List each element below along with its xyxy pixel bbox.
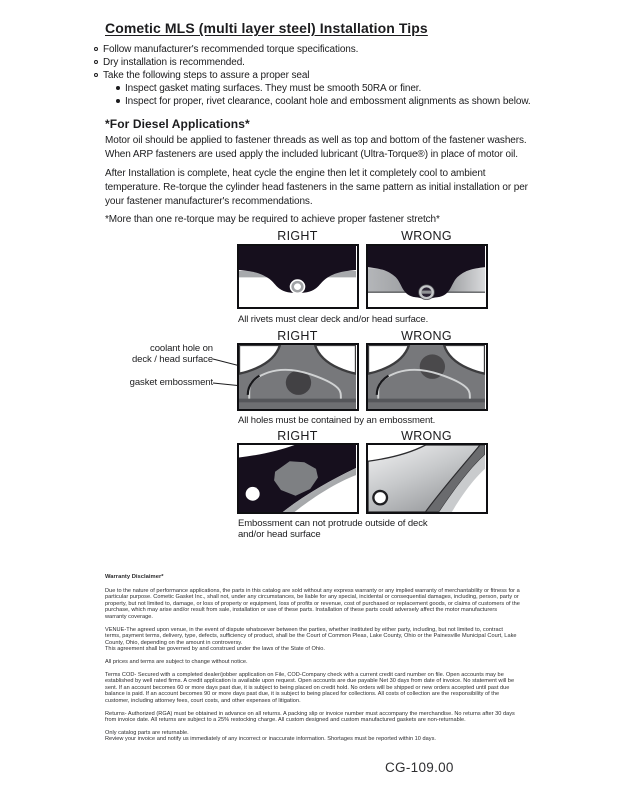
warranty-heading: Warranty Disclaimer* [105, 574, 164, 580]
bullet-item [94, 56, 531, 69]
coolant-hole-right-diagram [237, 343, 359, 411]
set3-right-label: RIGHT [277, 429, 318, 443]
set2-caption: All holes must be contained by an embossment. [238, 415, 436, 426]
set2-right-label: RIGHT [277, 329, 318, 343]
embossment-right-diagram [237, 443, 359, 514]
set2-wrong-label: WRONG [401, 329, 452, 343]
governed-paragraph: This agreement shall be governed by and construed under the laws of the State of Ohio. [105, 646, 326, 653]
terms-paragraph: Terms COD- Secured with a completed dealer/jobber application on File, COD-Company check with a current credit card number on file. Open accounts may be established by well rated firms. A credit application is available upon request. Open accounts are due payable Net 30 days from date of invoice. No statement will be sent. If an account becomes 60 or more days past due, it is subject to being placed on credit hold. No orders will be shipped or new orders accepted until past due balance is paid. If an account becomes 90 or more days past due, it is subject to being placed for collections. All costs of collection are the responsibility of the customer, including attorney fees, court costs, and other expenses of litigation. [105, 671, 515, 704]
rivet-right-diagram [237, 244, 359, 309]
filled-bullet-icon [116, 86, 120, 90]
embossment-wrong-diagram [366, 443, 488, 514]
bullet-item [94, 69, 531, 82]
diesel-paragraph-2: After Installation is complete, heat cycle the engine then let it completely cool to ambient temperature. Re-torque the cylinder head fasteners in the same pattern as initial installation or per your fastener manufacturer's recommendations. [105, 168, 528, 207]
bullet-item [94, 43, 531, 56]
warranty-section [105, 574, 520, 749]
bullet-text: Take the following steps to assure a proper seal [103, 70, 310, 81]
set1-caption: All rivets must clear deck and/or head surface. [238, 314, 429, 325]
diesel-heading: *For Diesel Applications* [105, 117, 250, 131]
filled-bullet-icon [116, 99, 120, 103]
catalog-paragraph: Only catalog parts are returnable. [105, 729, 189, 736]
open-bullet-icon [94, 73, 98, 77]
tips-bullet-list [94, 43, 531, 108]
review-paragraph: Review your invoice and notify us immediately of any incorrect or inaccurate information. Shortages must be reported within 10 days. [105, 736, 436, 743]
page-code: CG-109.00 [385, 760, 454, 775]
set3-caption: Embossment can not protrude outside of deck and/or head surface [238, 518, 428, 540]
bullet-text: Dry installation is recommended. [103, 57, 245, 68]
prices-paragraph: All prices and terms are subject to change without notice. [105, 658, 248, 665]
diesel-paragraph-1: Motor oil should be applied to fastener threads as well as top and bottom of the fastener washers. When ARP fasteners are used apply the included lubricant (Ultra-Torque®) in place of motor oil. [105, 135, 527, 160]
page-title: Cometic MLS (multi layer steel) Installation Tips [105, 20, 428, 36]
gasket-embossment-callout: gasket embossment [129, 377, 213, 388]
venue-paragraph: VENUE-The agreed upon venue, in the event of dispute whatsoever between the parties, whether instituted by either party, including, but not limited to, contract terms, payment terms, delivery, type, defects, sufficiency of product, shall be the Court of Common Pleas, Lake County, Ohio or the Painesville Municipal Court, Lake County, Ohio, depending on the amount in controversy. [105, 626, 517, 646]
sub-bullet-item [94, 82, 531, 95]
coolant-hole-wrong-diagram [366, 343, 488, 411]
set1-wrong-label: WRONG [401, 229, 452, 243]
warranty-paragraph: Due to the nature of performance applications, the parts in this catalog are sold without any express warranty or any implied warranty of merchantability or fitness for a particular purpose. Cometic Gasket Inc., shall not, under any circumstances, be liable for any special, incidental or consequential damages, including, person, party or property, but not limited to, damage, or loss of property or equipment, loss of profits or revenue, cost of purchased or replacement goods, or claims of customers of the purchase, which may arise and/or result from sale, installation or use of these parts. Installation of these parts could adversely affect the motor manufacturers warranty coverage. [105, 587, 520, 620]
open-bullet-icon [94, 60, 98, 64]
set1-right-label: RIGHT [277, 229, 318, 243]
sub-bullet-item [94, 95, 531, 108]
open-bullet-icon [94, 47, 98, 51]
bullet-text: Inspect for proper, rivet clearance, coolant hole and embossment alignments as shown below. [125, 96, 531, 107]
bullet-text: Follow manufacturer's recommended torque specifications. [103, 44, 359, 55]
diesel-paragraph-3: *More than one re-torque may be required to achieve proper fastener stretch* [105, 214, 440, 225]
coolant-hole-callout: coolant hole on deck / head surface [131, 343, 213, 365]
rivet-wrong-diagram [366, 244, 488, 309]
bullet-text: Inspect gasket mating surfaces. They must be smooth 50RA or finer. [125, 83, 422, 94]
returns-paragraph: Returns- Authorized (RGA) must be obtained in advance on all returns. A packing slip or invoice number must accompany the merchandise. No returns after 30 days from invoice date. All returns are subject to a 25% restocking charge. All custom designed and custom manufactured gaskets are non-returnable. [105, 710, 515, 724]
set3-wrong-label: WRONG [401, 429, 452, 443]
